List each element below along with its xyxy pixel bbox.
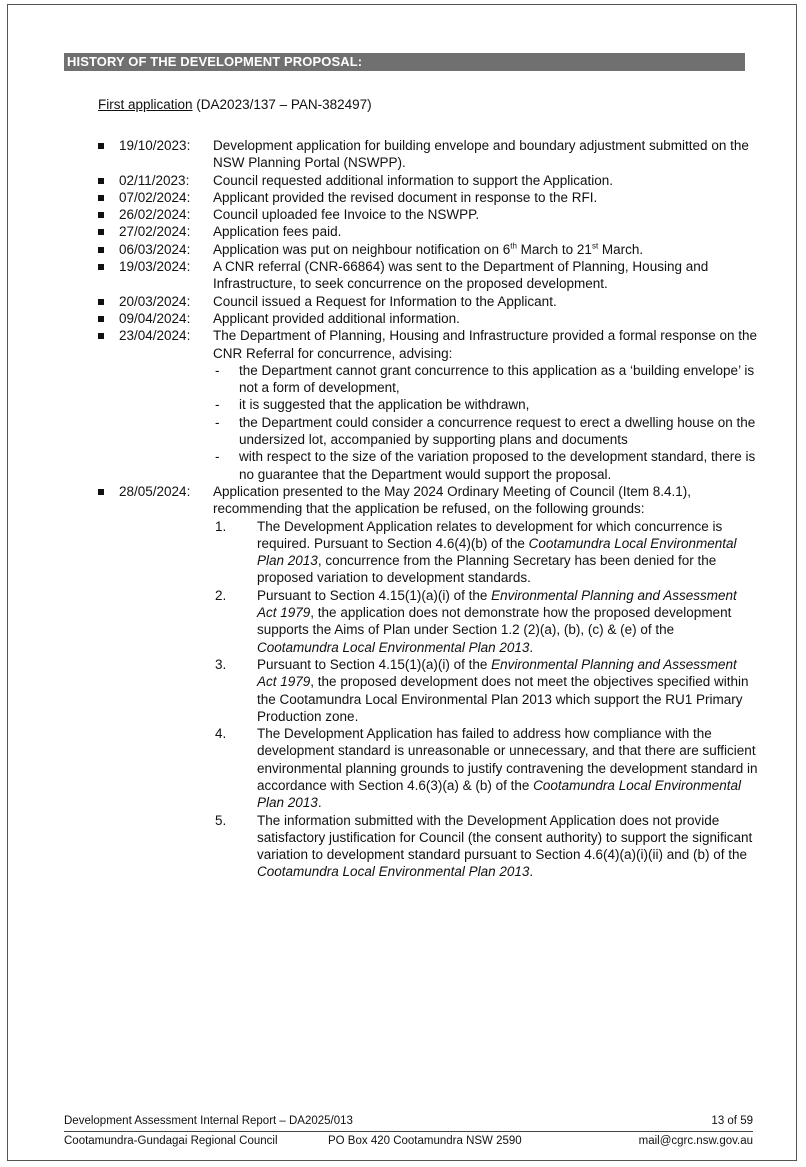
- ground-number: 1.: [215, 518, 227, 534]
- bullet-icon: [98, 247, 104, 253]
- ground-text: , the application does not demonstrate how the proposed development supports the Aims of Plan under Section 1.2 (2)(a), (b), (c) & (e) of the: [257, 605, 732, 638]
- event-date: 27/02/2024:: [119, 224, 191, 240]
- event-date: 09/04/2024:: [119, 310, 191, 326]
- ground-text: , concurrence from the Planning Secretary has been denied for the proposed variation to development standards.: [257, 553, 717, 586]
- advice-text: the Department could consider a concurrence request to erect a dwelling house on the undersized lot, accompanied by supporting plans and documents: [239, 414, 756, 448]
- section-heading: HISTORY OF THE DEVELOPMENT PROPOSAL:: [64, 53, 745, 71]
- list-item: [98, 189, 758, 206]
- grounds-list: [213, 518, 758, 881]
- ground-text: .: [317, 795, 322, 811]
- ground-text-italic: Cootamundra Local Environmental Plan 2013: [257, 535, 737, 569]
- event-date: 06/03/2024:: [119, 241, 191, 257]
- event-text: Council uploaded fee Invoice to the NSWPP.: [213, 207, 480, 223]
- list-item: [98, 310, 758, 327]
- bullet-icon: [98, 264, 104, 270]
- bullet-icon: [98, 316, 104, 322]
- list-item: [98, 137, 758, 172]
- event-text-part: March to 21: [516, 241, 592, 257]
- list-item: [98, 241, 758, 258]
- footer-report-title: Development Assessment Internal Report – DA2025/013: [64, 1115, 353, 1127]
- advice-text: it is suggested that the application be withdrawn,: [239, 397, 530, 413]
- list-item: [98, 206, 758, 223]
- footer-contact-line: [64, 1135, 753, 1151]
- advice-list: [213, 362, 758, 483]
- bullet-icon: [98, 212, 104, 218]
- advice-text: the Department cannot grant concurrence to this application as a ‘building envelope’ is not a form of development,: [239, 362, 755, 396]
- event-text: Development application for building envelope and boundary adjustment submitted on the NSW Planning Portal (NSWPP).: [213, 138, 749, 171]
- advice-item: [213, 448, 758, 483]
- ground-item: [213, 656, 758, 725]
- event-text: A CNR referral (CNR-66864) was sent to the Department of Planning, Housing and Infrastructure, to seek concurrence on the proposed development.: [213, 259, 709, 292]
- ground-item: [213, 812, 758, 881]
- event-text: The Department of Planning, Housing and Infrastructure provided a formal response on the CNR Referral for concurrence, advising:: [213, 328, 758, 361]
- dash-marker: -: [215, 414, 220, 430]
- advice-text: with respect to the size of the variation proposed to the development standard, there is no guarantee that the Department would support the proposal.: [239, 449, 756, 482]
- footer-address: PO Box 420 Cootamundra NSW 2590: [328, 1135, 522, 1147]
- ground-item: [213, 518, 758, 587]
- ground-item: [213, 725, 758, 811]
- event-text: Council issued a Request for Information to the Applicant.: [213, 293, 557, 309]
- advice-item: [213, 414, 758, 449]
- advice-item: [213, 396, 758, 413]
- list-item: [98, 258, 758, 293]
- advice-item: [213, 362, 758, 397]
- page-number: 13 of 59: [711, 1115, 753, 1127]
- footer-divider: [64, 1131, 753, 1132]
- event-text: Application fees paid.: [213, 224, 342, 240]
- list-item: [98, 293, 758, 310]
- ground-text: The information submitted with the Development Application does not provide satisfactory justification for Council (the consent authority) to support the significant variation to development standard pursuant to Section 4.6(4)(a)(i)(ii) and (b) of the: [257, 812, 753, 863]
- dash-marker: -: [215, 449, 220, 465]
- ground-text: Pursuant to Section 4.15(1)(a)(i) of the: [257, 656, 492, 672]
- event-text: Applicant provided the revised document in response to the RFI.: [213, 189, 598, 205]
- ground-number: 5.: [215, 812, 227, 828]
- footer-email: mail@cgrc.nsw.gov.au: [638, 1135, 753, 1147]
- list-item: [98, 327, 758, 483]
- event-date: 02/11/2023:: [119, 172, 190, 188]
- ground-text: .: [529, 639, 534, 655]
- event-date: 20/03/2024:: [119, 293, 191, 309]
- bullet-icon: [98, 333, 104, 339]
- event-date: 23/04/2024:: [119, 328, 191, 344]
- ground-text-italic: Cootamundra Local Environmental Plan 2013: [257, 864, 530, 880]
- bullet-icon: [98, 229, 104, 235]
- list-item: [98, 223, 758, 240]
- first-application-ref: (DA2023/137 – PAN-382497): [192, 97, 372, 112]
- first-application-line: [98, 96, 372, 114]
- bullet-icon: [98, 178, 104, 184]
- ground-text: Pursuant to Section 4.15(1)(a)(i) of the: [257, 587, 492, 603]
- first-application-label: First application: [98, 97, 193, 112]
- event-text: Applicant provided additional information.: [213, 310, 460, 326]
- footer-council: Cootamundra-Gundagai Regional Council: [64, 1135, 278, 1147]
- ground-text: The Development Application has failed to address how compliance with the development standard is unreasonable or unnecessary, and that there are sufficient environmental planning grounds to justify contravening the development standard in accordance with Section 4.6(3)(a) & (b) of the: [257, 726, 758, 793]
- dash-marker: -: [215, 397, 220, 413]
- event-date: 19/10/2023:: [119, 138, 191, 153]
- ground-text: , the proposed development does not meet the objectives specified within the Cootamundra Local Environmental Plan 2013 which support the RU1 Primary Production zone.: [257, 674, 749, 724]
- event-text: Council requested additional information to support the Application.: [213, 172, 614, 188]
- dash-marker: -: [215, 362, 220, 378]
- event-text: [213, 242, 643, 257]
- footer-report-line: [64, 1115, 753, 1131]
- event-date: 28/05/2024:: [119, 483, 191, 499]
- ground-text-italic: Environmental Planning and Assessment Act 1979: [257, 656, 737, 690]
- ground-number: 2.: [215, 587, 227, 603]
- event-date: 19/03/2024:: [119, 259, 191, 275]
- ordinal-suffix: st: [591, 241, 599, 251]
- ordinal-suffix: th: [510, 241, 517, 251]
- ground-number: 4.: [215, 726, 227, 742]
- history-list: [98, 137, 758, 881]
- list-item: [98, 483, 758, 881]
- list-item: [98, 172, 758, 189]
- ground-item: [213, 587, 758, 656]
- ground-text-italic: Cootamundra Local Environmental Plan 2013: [257, 639, 530, 655]
- bullet-icon: [98, 195, 104, 201]
- event-text-part: Application was put on neighbour notification on 6: [213, 241, 511, 257]
- ground-number: 3.: [215, 656, 227, 672]
- ground-text-italic: Cootamundra Local Environmental Plan 2013: [257, 777, 742, 811]
- bullet-icon: [98, 143, 104, 149]
- event-text: Application presented to the May 2024 Ordinary Meeting of Council (Item 8.4.1), recommending that the application be refused, on the following grounds:: [213, 483, 692, 517]
- bullet-icon: [98, 299, 104, 305]
- ground-text-italic: Environmental Planning and Assessment Act 1979: [257, 587, 737, 621]
- ground-text: The Development Application relates to development for which concurrence is required. Pursuant to Section 4.6(4)(b) of the: [257, 518, 723, 551]
- event-date: 26/02/2024:: [119, 207, 191, 223]
- bullet-icon: [98, 489, 104, 495]
- event-date: 07/02/2024:: [119, 189, 191, 205]
- ground-text: .: [529, 864, 534, 880]
- event-text-part: March.: [598, 241, 644, 257]
